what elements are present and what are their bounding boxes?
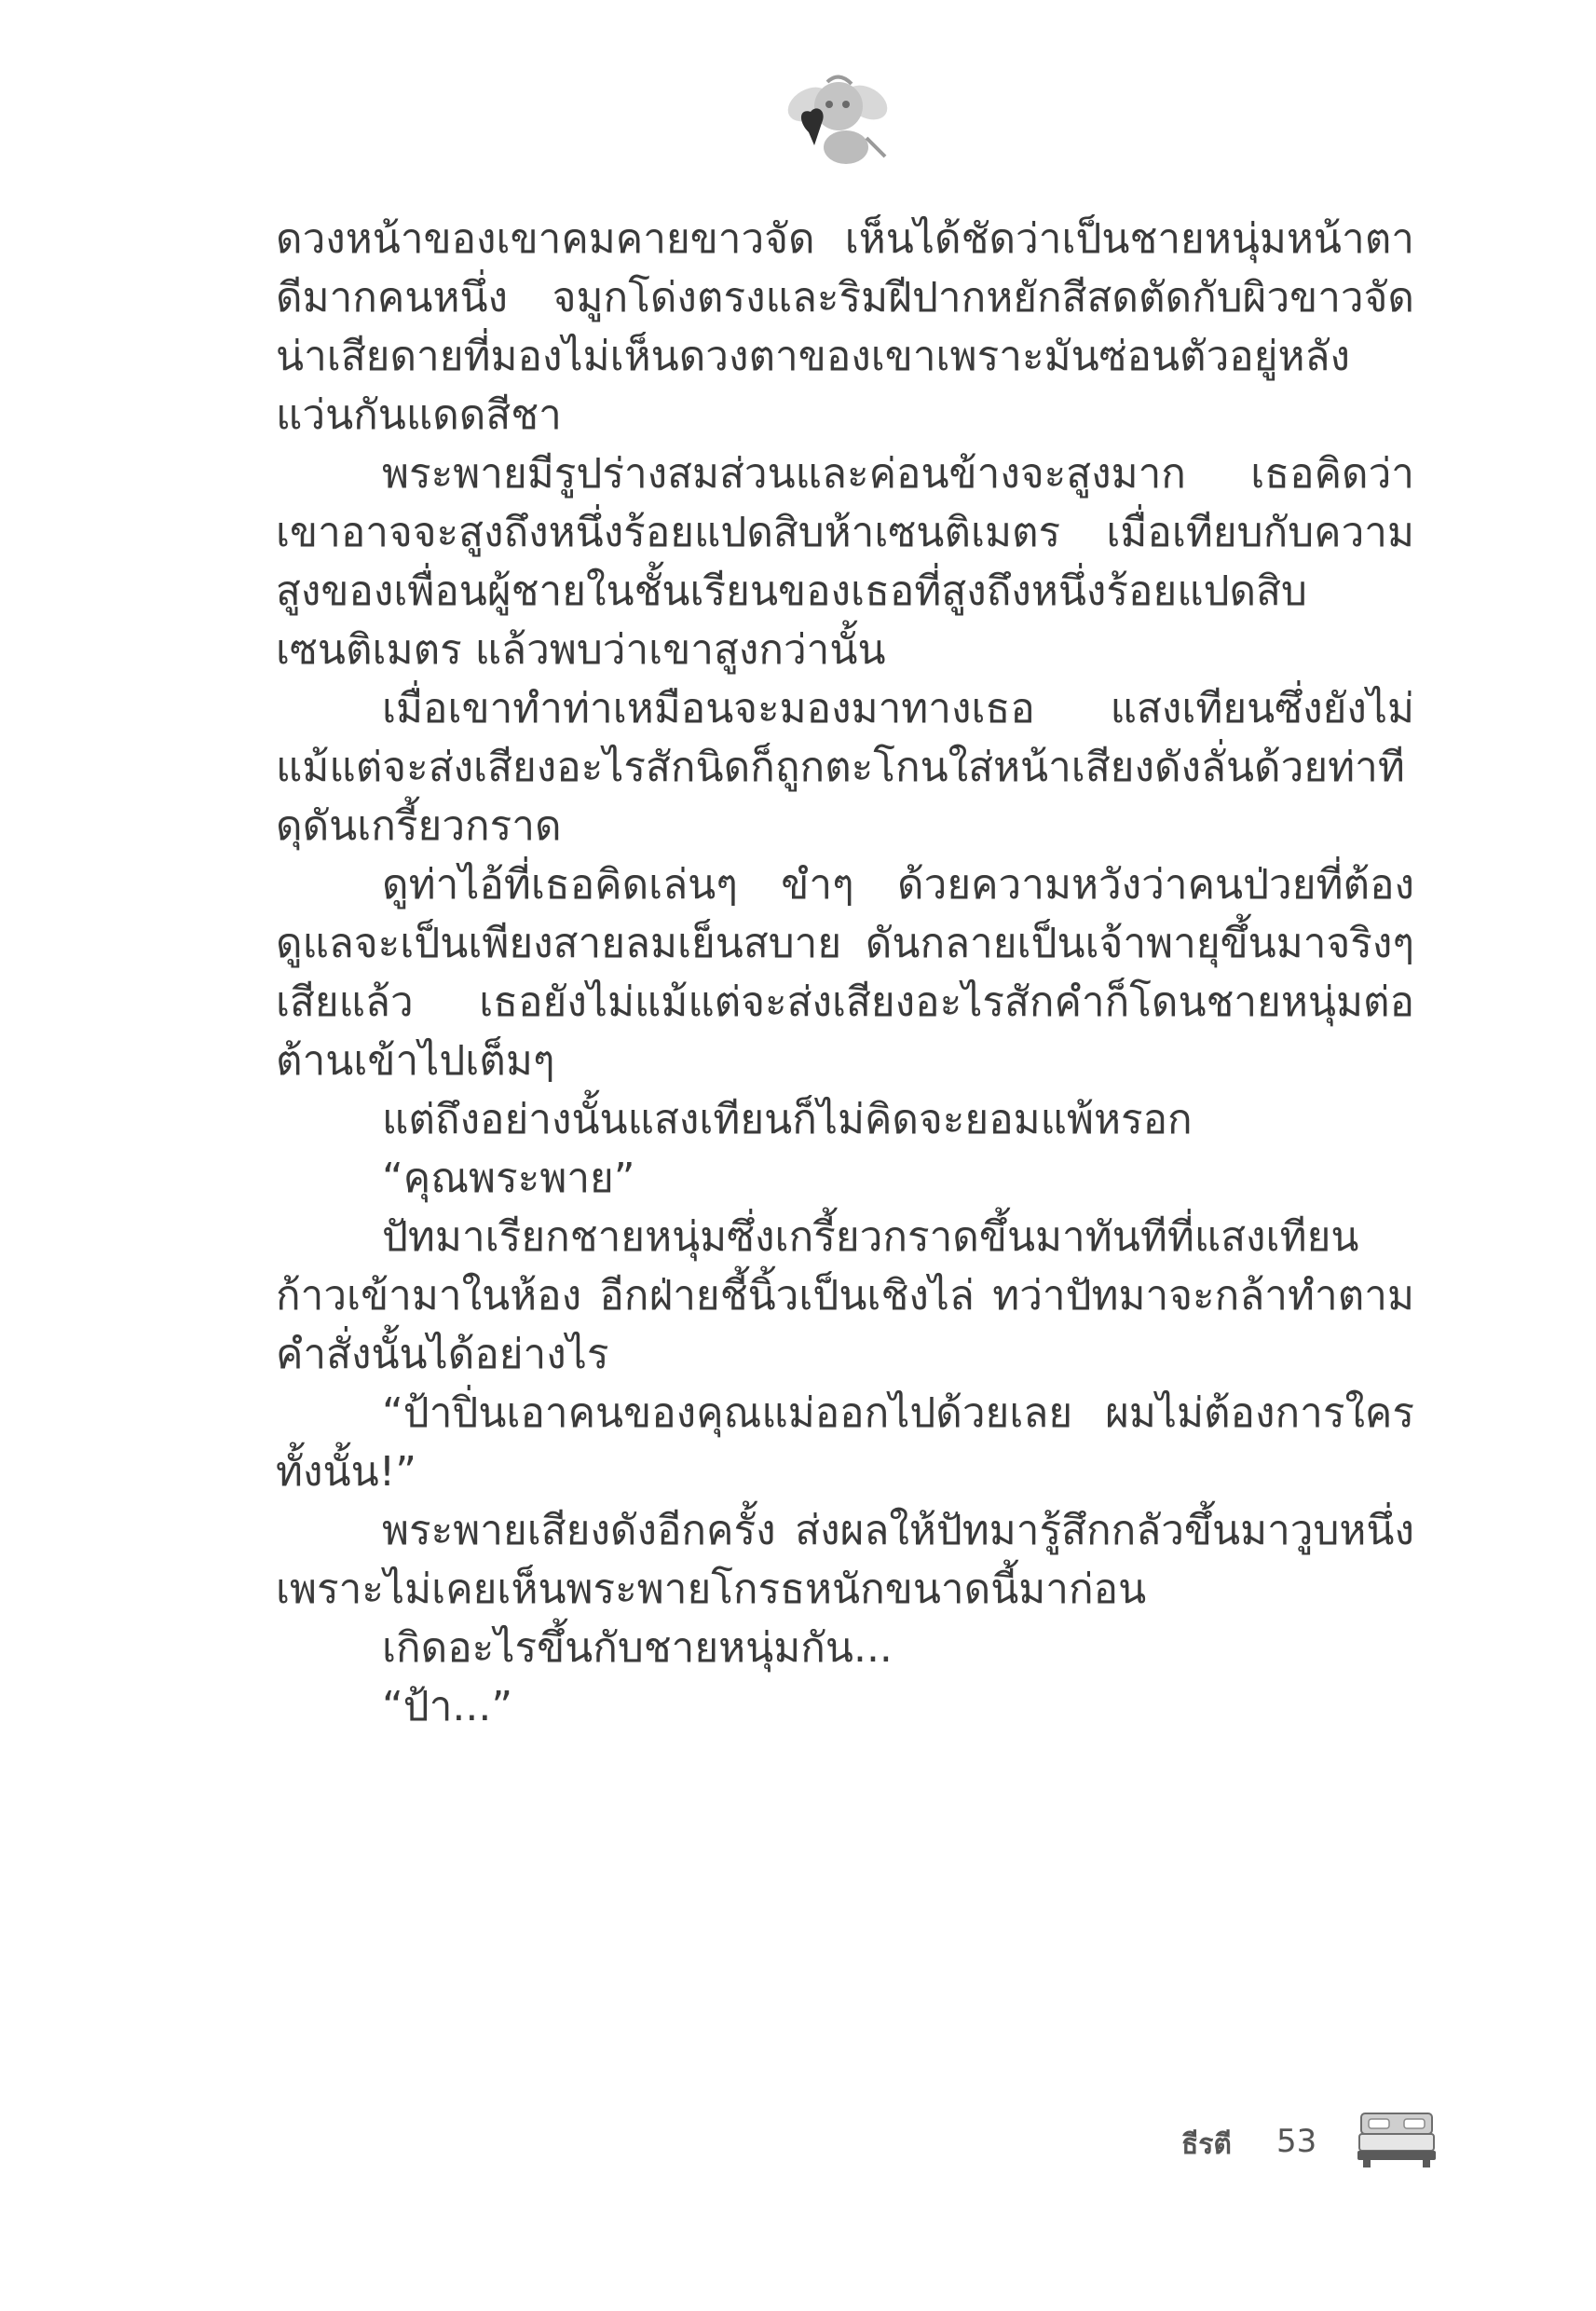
paragraph-6: “คุณพระพาย” bbox=[382, 1155, 635, 1202]
bed-icon bbox=[1356, 2108, 1438, 2169]
paragraph-9: พระพายเสียงดังอีกครั้ง ส่งผลให้ปัทมารู้สึกกลัวขึ้นมาวูบหนึ่ง เพราะไม่เคยเห็นพระพายโกรธหนักขนาดนี้มาก่อน bbox=[276, 1507, 1414, 1613]
paragraph-5: แต่ถึงอย่างนั้นแสงเทียนก็ไม่คิดจะยอมแพ้หรอก bbox=[382, 1096, 1193, 1143]
body-text bbox=[276, 210, 1414, 1736]
paragraph-4: ดูท่าไอ้ที่เธอคิดเล่นๆ ขำๆ ด้วยความหวังว่าคนป่วยที่ต้องดูแลจะเป็นเพียงสายลมเย็นสบาย ดันกลายเป็นเจ้าพายุขึ้นมาจริงๆ เสียแล้ว เธอยังไม่แม้แต่จะส่งเสียงอะไรสักคำก็โดนชายหนุ่มต่อต้านเข้าไปเต็มๆ bbox=[276, 861, 1414, 1085]
paragraph-8: “ป้าปิ่นเอาคนของคุณแม่ออกไปด้วยเลย ผมไม่ต้องการใครทั้งนั้น!” bbox=[276, 1389, 1414, 1496]
paragraph-3: เมื่อเขาทำท่าเหมือนจะมองมาทางเธอ แสงเทียนซึ่งยังไม่แม้แต่จะส่งเสียงอะไรสักนิดก็ถูกตะโกนใส่หน้าเสียงดังลั่นด้วยท่าทีดุดันเกรี้ยวกราด bbox=[276, 685, 1414, 850]
book-title: ธีรตี bbox=[1181, 2128, 1232, 2161]
paragraph-10: เกิดอะไรขึ้นกับชายหนุ่มกัน... bbox=[382, 1624, 893, 1672]
paragraph-2: พระพายมีรูปร่างสมส่วนและค่อนข้างจะสูงมาก เธอคิดว่าเขาอาจจะสูงถึงหนึ่งร้อยแปดสิบห้าเซนติเมตร เมื่อเทียบกับความสูงของเพื่อนผู้ชายในชั้นเรียนของเธอที่สูงถึงหนึ่งร้อยแปดสิบเซนติเมตร แล้วพบว่าเขาสูงกว่านั้น bbox=[276, 450, 1414, 674]
page-number: 53 bbox=[1276, 2123, 1317, 2160]
paragraph-7: ปัทมาเรียกชายหนุ่มซึ่งเกรี้ยวกราดขึ้นมาทันทีที่แสงเทียนก้าวเข้ามาในห้อง อีกฝ่ายชี้นิ้วเป็นเชิงไล่ ทว่าปัทมาจะกล้าทำตามคำสั่งนั้นได้อย่างไร bbox=[276, 1213, 1414, 1378]
paragraph-11: “ป้า...” bbox=[382, 1683, 513, 1730]
cherub-with-heart-icon bbox=[781, 67, 893, 171]
paragraph-1: ดวงหน้าของเขาคมคายขาวจัด เห็นได้ชัดว่าเป็นชายหนุ่มหน้าตาดีมากคนหนึ่ง จมูกโด่งตรงและริมฝีปากหยักสีสดตัดกับผิวขาวจัด น่าเสียดายที่มองไม่เห็นดวงตาของเขาเพราะมันซ่อนตัวอยู่หลังแว่นกันแดดสีชา bbox=[276, 215, 1414, 439]
